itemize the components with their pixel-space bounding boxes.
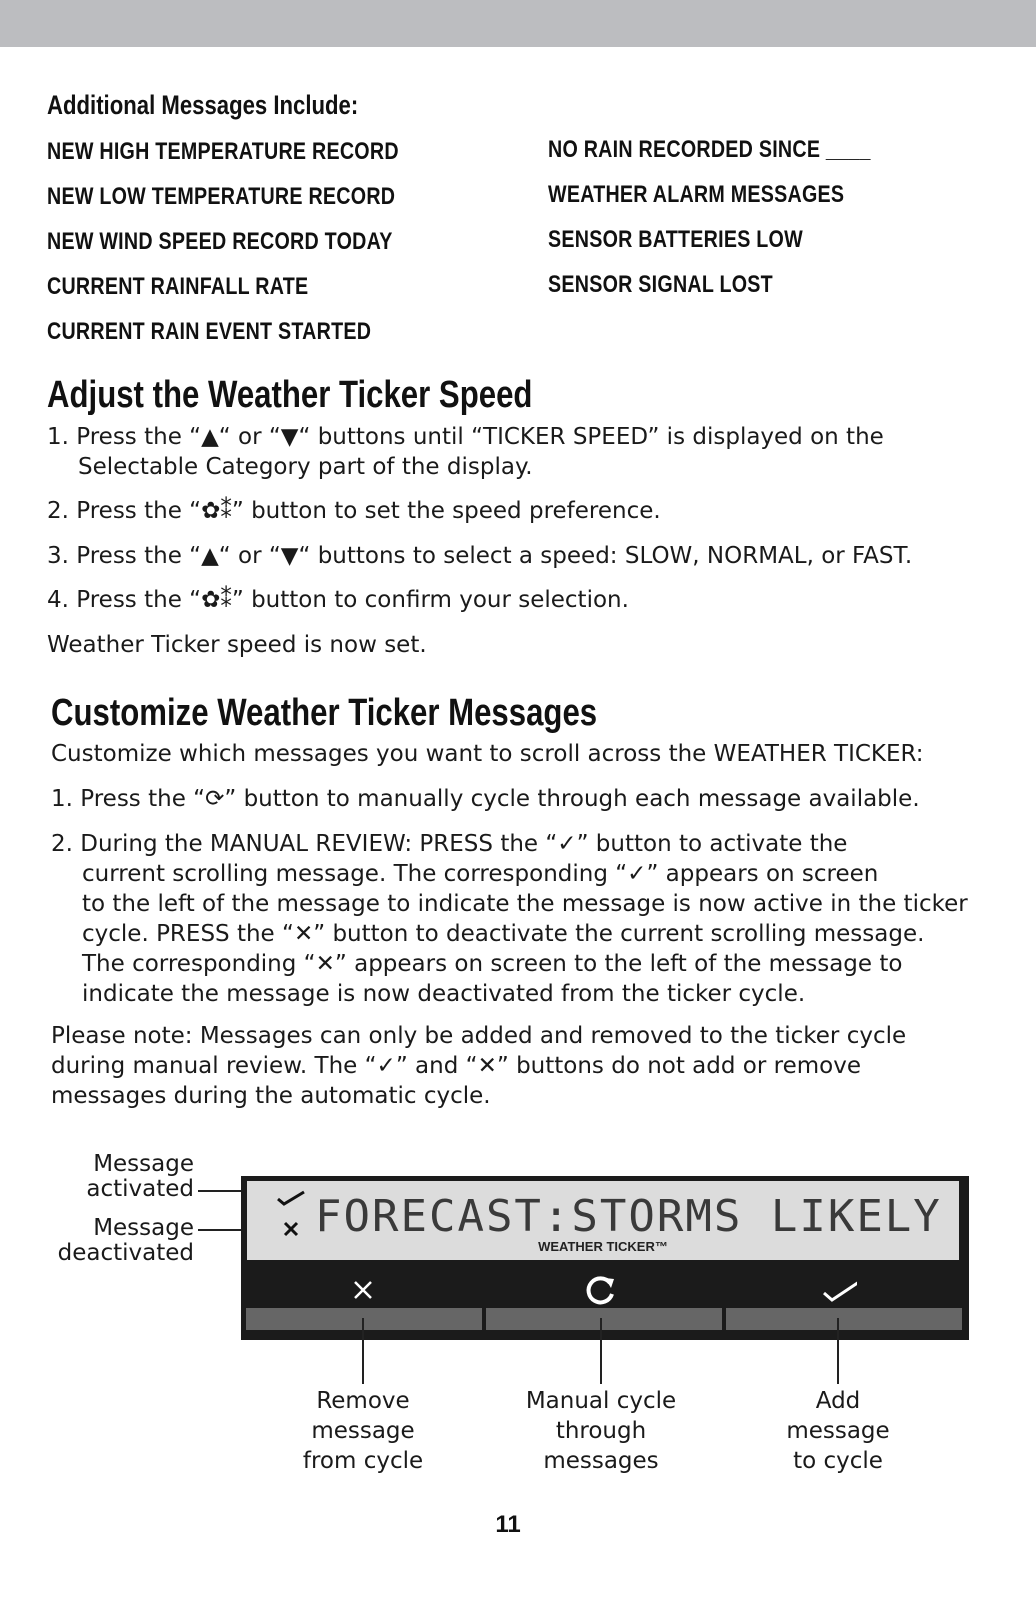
- x-icon: [283, 1221, 299, 1237]
- checkmark-icon: [821, 1275, 857, 1305]
- label-add-message: Add message to cycle: [786, 1388, 890, 1474]
- remove-button[interactable]: [345, 1272, 381, 1308]
- up-arrow-icon: ▲: [201, 543, 219, 569]
- cycle-button[interactable]: [583, 1272, 619, 1308]
- message-item: CURRENT RAINFALL RATE: [47, 273, 309, 300]
- message-item: NEW LOW TEMPERATURE RECORD: [47, 183, 396, 210]
- customize-step-2: 2. During the MANUAL REVIEW: PRESS the “✓” button to activate the current scrolling message. The corresponding “✓” appears on screen to the left of the message to indicate the message is now active in the ticker cycle. PRESS the “✕” button to deactivate the current scrolling message. The corresponding “✕” appears on screen to the left of the message to indicate the message is now deactivated from the ticker cycle.: [51, 831, 968, 1007]
- message-item: SENSOR SIGNAL LOST: [548, 271, 773, 298]
- label-manual-cycle: Manual cycle through messages: [525, 1388, 677, 1474]
- adjust-step-1: 1. Press the “▲“ or “▼“ buttons until “TICKER SPEED” is displayed on the Selectable Category part of the display.: [47, 424, 884, 480]
- adjust-step-2: 2. Press the “✿⁑” button to set the speed preference.: [47, 498, 661, 524]
- message-item: SENSOR BATTERIES LOW: [548, 226, 803, 253]
- x-icon: ✕: [293, 921, 314, 947]
- ticker-screen: [247, 1181, 959, 1260]
- label-message-deactivated: Message deactivated: [57, 1215, 194, 1266]
- settings-icon: ✿⁑: [201, 587, 232, 613]
- add-button[interactable]: [821, 1272, 857, 1308]
- top-band: [0, 0, 1036, 47]
- settings-icon: ✿⁑: [201, 498, 232, 524]
- checkmark-icon: ✓: [627, 861, 647, 887]
- message-item: WEATHER ALARM MESSAGES: [548, 181, 845, 208]
- weather-ticker-device: [241, 1176, 969, 1340]
- checkmark-icon: [275, 1189, 307, 1207]
- add-key[interactable]: [726, 1308, 962, 1330]
- customize-intro: Customize which messages you want to scroll across the WEATHER TICKER:: [51, 741, 924, 767]
- customize-heading: Customize Weather Ticker Messages: [51, 692, 598, 734]
- adjust-done: Weather Ticker speed is now set.: [47, 632, 427, 658]
- down-arrow-icon: ▼: [280, 424, 299, 450]
- label-remove-message: Remove message from cycle: [302, 1388, 424, 1474]
- adjust-step-4: 4. Press the “✿⁑” button to confirm your selection.: [47, 587, 629, 613]
- remove-key[interactable]: [246, 1308, 482, 1330]
- label-message-activated: Message activated: [86, 1151, 194, 1202]
- message-item: NEW WIND SPEED RECORD TODAY: [47, 228, 393, 255]
- customize-step-1: 1. Press the “⟳” button to manually cycle through each message available.: [51, 786, 920, 812]
- leader-line: [362, 1318, 364, 1384]
- checkmark-icon: ✓: [557, 831, 577, 857]
- ticker-lcd-text: FORECAST:STORMS LIKELY: [315, 1191, 942, 1242]
- adjust-step-3: 3. Press the “▲“ or “▼“ buttons to select a speed: SLOW, NORMAL, or FAST.: [47, 543, 913, 569]
- message-item: NEW HIGH TEMPERATURE RECORD: [47, 138, 399, 165]
- message-item: NO RAIN RECORDED SINCE ____: [548, 136, 871, 163]
- message-item: CURRENT RAIN EVENT STARTED: [47, 318, 372, 345]
- leader-line: [837, 1318, 839, 1384]
- down-arrow-icon: ▼: [280, 543, 299, 569]
- additional-messages-title: Additional Messages Include:: [47, 90, 359, 120]
- adjust-speed-heading: Adjust the Weather Ticker Speed: [47, 374, 533, 416]
- cycle-icon: [584, 1273, 618, 1307]
- customize-note: Please note: Messages can only be added and removed to the ticker cycle during manual review. The “✓” and “✕” buttons do not add or remove messages during the automatic cycle.: [51, 1023, 907, 1109]
- leader-line: [600, 1318, 602, 1384]
- x-icon: ✕: [477, 1053, 497, 1079]
- ticker-name-label: WEATHER TICKER™: [538, 1239, 668, 1254]
- cycle-key[interactable]: [486, 1308, 722, 1330]
- cycle-icon: ⟳: [205, 786, 225, 812]
- x-icon: [352, 1279, 374, 1301]
- page-number: 11: [495, 1511, 521, 1538]
- x-icon: ✕: [315, 951, 335, 977]
- up-arrow-icon: ▲: [201, 424, 219, 450]
- checkmark-icon: ✓: [376, 1053, 396, 1079]
